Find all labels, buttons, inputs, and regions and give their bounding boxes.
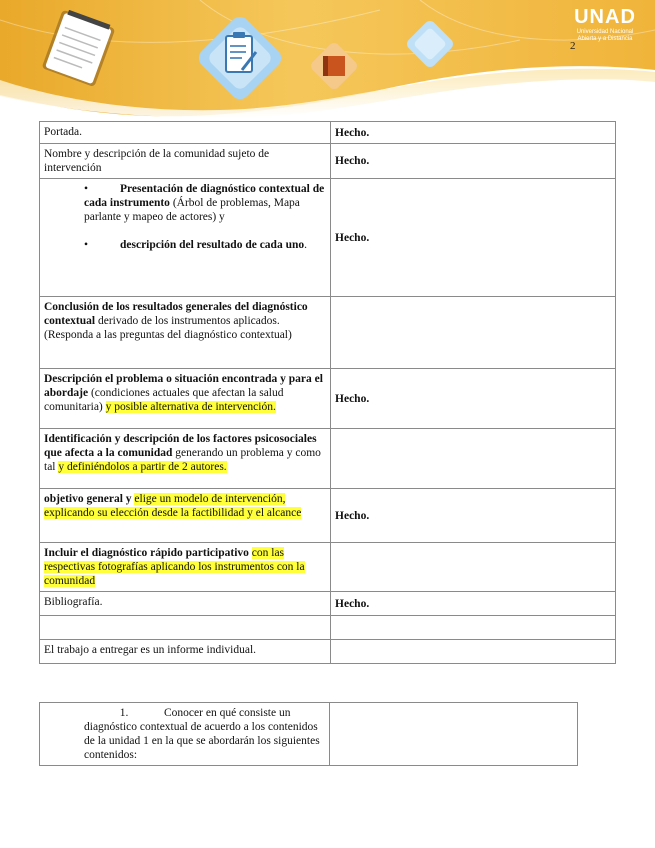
row-status-cell — [331, 297, 616, 369]
table-row — [40, 592, 616, 616]
row-left-cell: Nombre y descripción de la comunidad sujeto de intervención — [40, 144, 331, 179]
logo-subtitle-2: Abierta y a Distancia — [577, 36, 633, 42]
bullet-item — [44, 182, 326, 224]
row-left-cell — [40, 703, 330, 766]
item-number: 1. — [119, 707, 129, 719]
checklist-table — [39, 121, 616, 664]
table-row — [40, 640, 616, 664]
row-status-cell: Hecho. — [331, 122, 616, 144]
cell-bold-text: Incluir el diagnóstico rápido participativo — [44, 547, 249, 559]
row-status-cell: Hecho. — [331, 144, 616, 179]
row-status-cell — [331, 429, 616, 489]
book-icon — [306, 38, 362, 94]
table-row — [40, 429, 616, 489]
row-status-cell: Hecho. — [331, 489, 616, 543]
row-left-cell — [40, 543, 331, 592]
row-status-cell: Hecho. — [331, 592, 616, 616]
row-left-cell — [40, 369, 331, 429]
row-status-cell — [331, 543, 616, 592]
bullet-text: . — [304, 239, 307, 251]
notepad-icon — [40, 10, 120, 90]
clipboard-icon — [190, 8, 290, 108]
cell-text: derivado de los instrumentos aplicados. (Responda a las preguntas del diagnóstico contextual) — [44, 315, 292, 341]
table-row — [40, 489, 616, 543]
bullet-item — [44, 238, 326, 252]
diamond-icon — [400, 14, 460, 74]
cell-bold-text: objetivo general y — [44, 493, 132, 505]
cell-bold-text: Descripción el problema o situación encontrada y para el abordaje — [44, 373, 323, 399]
cell-bold-text: Conclusión de los resultados generales del diagnóstico contextual — [44, 301, 308, 327]
highlighted-text: y posible alternativa de intervención. — [105, 401, 276, 413]
row-left-cell — [40, 489, 331, 543]
row-left-cell — [40, 179, 331, 297]
bullet-icon: • — [84, 183, 89, 195]
table-row — [40, 144, 616, 179]
bullet-text: (Árbol de problemas, Mapa parlante y mapeo de actores) y — [84, 197, 300, 223]
row-left-cell — [40, 297, 331, 369]
row-status-cell — [331, 640, 616, 664]
row-left-cell — [40, 429, 331, 489]
cell-text: generando un problema y como tal — [44, 447, 321, 473]
bullet-bold-text: Presentación de diagnóstico contextual de cada instrumento — [84, 183, 325, 209]
row-status-cell — [331, 616, 616, 640]
highlighted-text: con las respectivas fotografías aplicando los instrumentos con la comunidad — [44, 547, 305, 587]
row-left-cell: Bibliografía. — [40, 592, 331, 616]
table-row — [40, 616, 616, 640]
table-row — [40, 179, 616, 297]
table-row — [40, 543, 616, 592]
content-table — [39, 702, 578, 766]
highlighted-text: y definiéndolos a partir de 2 autores. — [58, 461, 227, 473]
row-left-cell: Portada. — [40, 122, 331, 144]
bullet-icon: • — [84, 239, 89, 251]
row-left-cell — [40, 616, 331, 640]
table-row — [40, 703, 578, 766]
cell-text: (condiciones actuales que afectan la salud comunitaria) — [44, 387, 284, 413]
bullet-bold-text: descripción del resultado de cada uno — [120, 239, 305, 251]
highlighted-text: elige un modelo de intervención, explicando su elección desde la factibilidad y el alcance — [44, 493, 302, 519]
item-text: Conocer en qué consiste un diagnóstico contextual de acuerdo a los contenidos de la unidad 1 en la que se abordarán los siguientes contenidos: — [84, 707, 320, 761]
unad-logo — [565, 6, 645, 43]
row-right-cell — [330, 703, 578, 766]
row-left-cell: El trabajo a entregar es un informe individual. — [40, 640, 331, 664]
logo-subtitle-1: Universidad Nacional — [576, 29, 634, 35]
table-row — [40, 369, 616, 429]
cell-bold-text: Identificación y descripción de los factores psicosociales que afecta a la comunidad — [44, 433, 317, 459]
logo-wordmark: UNAD — [574, 6, 636, 28]
row-status-cell: Hecho. — [331, 179, 616, 297]
page-number: 2 — [570, 40, 576, 52]
row-status-cell: Hecho. — [331, 369, 616, 429]
table-row — [40, 122, 616, 144]
numbered-item — [44, 706, 325, 762]
table-row — [40, 297, 616, 369]
